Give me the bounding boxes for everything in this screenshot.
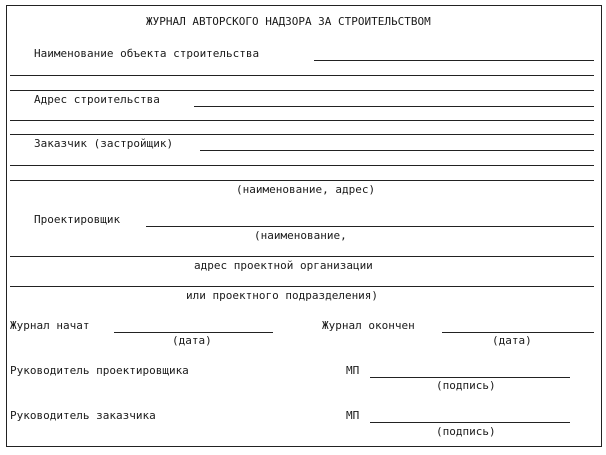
journal-finished-date-caption: (дата) <box>492 334 532 347</box>
customer-caption: (наименование, адрес) <box>236 183 376 196</box>
journal-finished-label: Журнал окончен <box>322 319 415 332</box>
designer-caption-3: или проектного подразделения) <box>186 289 379 302</box>
designer-head-label: Руководитель проектировщика <box>10 364 189 377</box>
designer-caption-1: (наименование, <box>254 229 347 242</box>
designer-label: Проектировщик <box>34 213 121 226</box>
object-name-line[interactable] <box>314 60 594 61</box>
customer-line[interactable] <box>200 150 594 151</box>
designer-line[interactable] <box>146 226 594 227</box>
journal-finished-line[interactable] <box>442 332 594 333</box>
designer-caption-2: адрес проектной организации <box>194 259 373 272</box>
object-name-line-2[interactable] <box>10 75 594 76</box>
address-line[interactable] <box>194 106 594 107</box>
designer-head-stamp: МП <box>346 364 360 377</box>
customer-head-signature-caption: (подпись) <box>436 425 496 438</box>
journal-started-label: Журнал начат <box>10 319 90 332</box>
journal-started-date-caption: (дата) <box>172 334 212 347</box>
customer-line-top[interactable] <box>10 134 594 135</box>
customer-label: Заказчик (застройщик) <box>34 137 174 150</box>
address-label: Адрес строительства <box>34 93 160 106</box>
designer-head-signature-caption: (подпись) <box>436 379 496 392</box>
address-line-2[interactable] <box>10 120 594 121</box>
designer-line-2[interactable] <box>10 256 594 257</box>
journal-started-line[interactable] <box>114 332 273 333</box>
designer-head-signature-line[interactable] <box>370 377 570 378</box>
designer-line-3[interactable] <box>10 286 594 287</box>
customer-head-stamp: МП <box>346 409 360 422</box>
customer-head-signature-line[interactable] <box>370 422 570 423</box>
customer-line-3[interactable] <box>10 180 594 181</box>
object-name-label: Наименование объекта строительства <box>34 47 260 60</box>
customer-head-label: Руководитель заказчика <box>10 409 156 422</box>
address-line-top[interactable] <box>10 90 594 91</box>
form-title: ЖУРНАЛ АВТОРСКОГО НАДЗОРА ЗА СТРОИТЕЛЬСТВОМ <box>146 15 431 28</box>
customer-line-2[interactable] <box>10 165 594 166</box>
